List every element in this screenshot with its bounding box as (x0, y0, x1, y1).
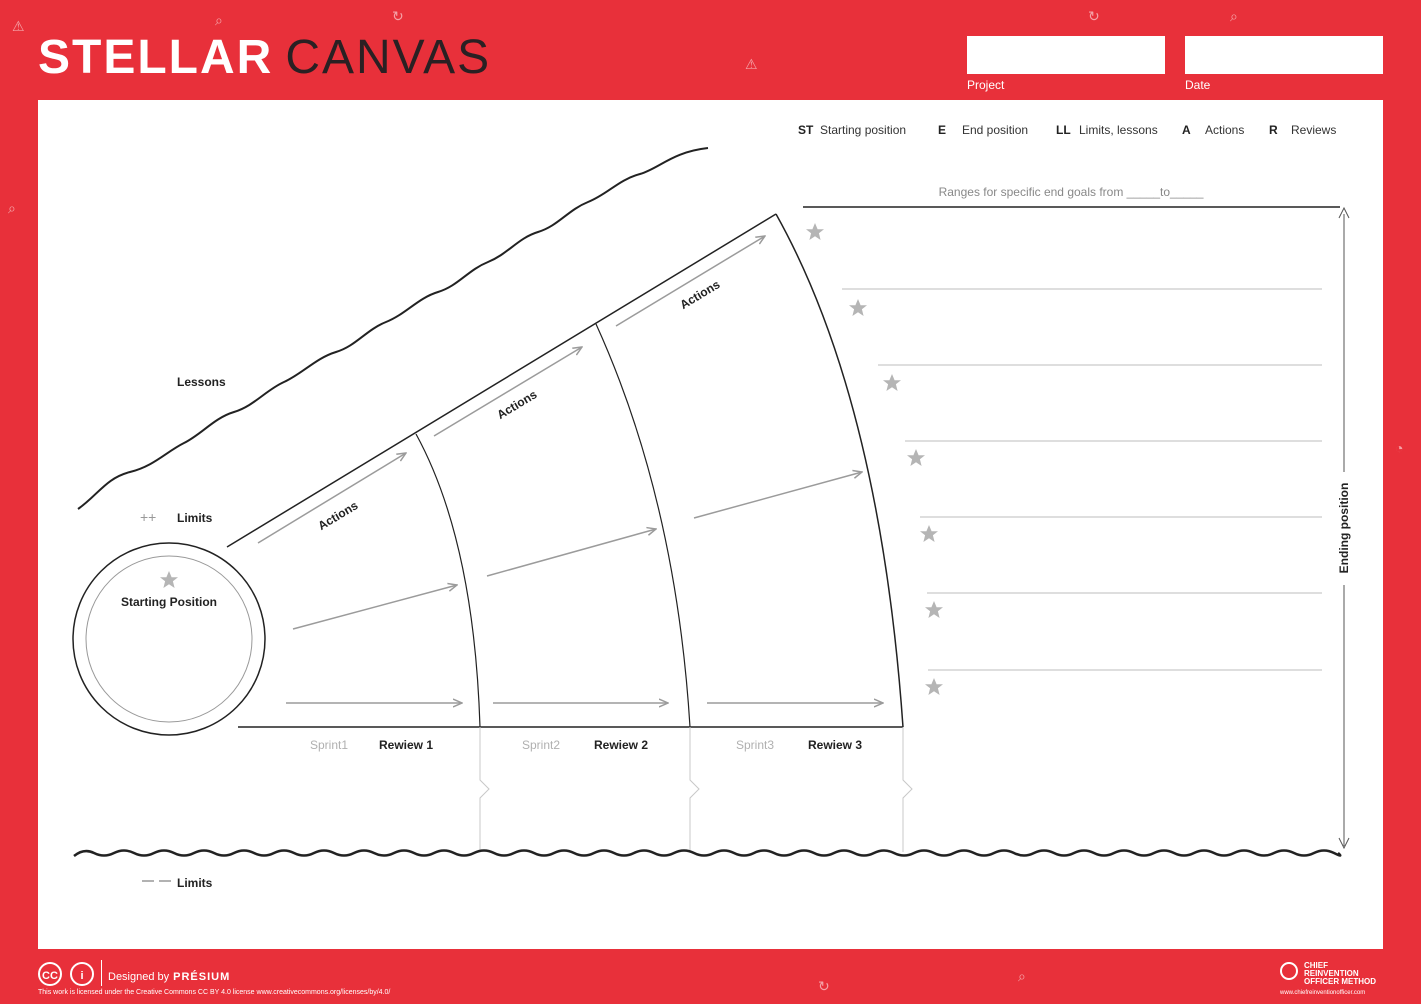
sprint-label: Sprint1 (310, 738, 349, 752)
lessons-label: Lessons (177, 375, 226, 389)
action-arrow (293, 585, 457, 629)
column-divider (903, 727, 912, 852)
action-arrow (258, 453, 406, 543)
star-icon (160, 571, 178, 588)
license-text: This work is licensed under the Creative Commons CC BY 4.0 license www.creativecommons.org/licenses/by/4.0/ (38, 989, 391, 996)
refresh-icon: ↻ (1088, 8, 1100, 24)
attribution-icon: i (70, 962, 94, 986)
title-bold: STELLAR (38, 31, 274, 84)
footer-divider (101, 960, 102, 986)
funnel-top-edge (227, 214, 776, 547)
date-input[interactable] (1185, 36, 1383, 74)
ending-position-label: Ending position (1337, 482, 1351, 574)
brand-line: REINVENTION (1304, 969, 1359, 978)
legend (798, 123, 1336, 137)
plus-icon: ++ (140, 509, 157, 525)
magnifier-icon: ⌕ (8, 200, 16, 216)
ranges-text: Ranges for specific end goals from _____to_____ (938, 185, 1204, 199)
sprint-divider-2 (596, 324, 690, 727)
project-label: Project (967, 78, 1005, 92)
chart-icon: ◔ (1395, 440, 1404, 456)
refresh-icon: ↻ (818, 978, 830, 994)
legend-text: Starting position (820, 123, 907, 137)
legend-text: Reviews (1291, 123, 1337, 137)
action-arrow (694, 472, 862, 518)
brand-name (1304, 962, 1376, 986)
warning-icon: ⚠ (12, 18, 25, 34)
legend-text: Actions (1205, 123, 1245, 137)
star-icon (849, 299, 867, 316)
action-arrow (434, 347, 582, 436)
column-divider (690, 727, 699, 852)
star-icon (907, 449, 925, 466)
star-icon (883, 374, 901, 391)
star-icon (925, 601, 943, 618)
canvas-diagram (38, 100, 1383, 949)
refresh-icon: ↻ (392, 8, 404, 24)
date-label: Date (1185, 78, 1211, 92)
canvas-area (38, 100, 1383, 949)
legend-code: ST (798, 123, 814, 137)
cc-icon: CC (38, 962, 62, 986)
limits-top-label: Limits (177, 511, 213, 525)
limits-bottom-label: Limits (177, 876, 213, 890)
designer-name: PRÉSIUM (173, 971, 231, 983)
magnifier-icon: ⌕ (215, 12, 223, 28)
sprint-label: Sprint2 (522, 738, 561, 752)
review-label: Rewiew 2 (594, 738, 649, 752)
action-arrow (487, 529, 656, 576)
warning-icon: ⚠ (745, 56, 758, 72)
brand-logo (1280, 960, 1390, 996)
review-label: Rewiew 1 (379, 738, 434, 752)
legend-text: End position (962, 123, 1029, 137)
actions-label: Actions (315, 498, 361, 533)
goal-lines (842, 289, 1322, 670)
legend-code: A (1182, 123, 1191, 137)
magnifier-icon: ⌕ (1230, 8, 1238, 24)
brand-line: CHIEF (1304, 961, 1328, 970)
bottom-limits-wave (74, 851, 1340, 857)
magnifier-icon: ⌕ (1018, 968, 1026, 984)
legend-text: Limits, lessons (1079, 123, 1158, 137)
star-icon (925, 678, 943, 695)
lightbulb-icon (1280, 962, 1298, 980)
actions-label: Actions (494, 387, 540, 422)
column-divider (480, 727, 489, 852)
funnel-end-arc (776, 214, 903, 727)
brand-line: OFFICER METHOD (1304, 977, 1376, 986)
star-icon (806, 223, 824, 240)
legend-code: R (1269, 123, 1278, 137)
action-arrows (258, 236, 883, 703)
project-input[interactable] (967, 36, 1165, 74)
actions-label: Actions (677, 277, 723, 312)
legend-code: LL (1056, 123, 1071, 137)
page-title (38, 30, 491, 86)
title-light: CANVAS (285, 31, 492, 84)
lessons-wave (78, 148, 708, 509)
legend-code: E (938, 123, 947, 137)
starting-position-label: Starting Position (121, 595, 217, 609)
designed-by-text: Designed by (108, 971, 170, 983)
review-label: Rewiew 3 (808, 738, 863, 752)
end-goal-stars (806, 223, 943, 695)
brand-url: www.chiefreinventionofficer.com (1280, 990, 1366, 996)
sprint-label: Sprint3 (736, 738, 775, 752)
star-icon (920, 525, 938, 542)
designed-by (108, 971, 230, 983)
sprint-divider-1 (416, 434, 480, 727)
action-arrow (616, 236, 765, 326)
